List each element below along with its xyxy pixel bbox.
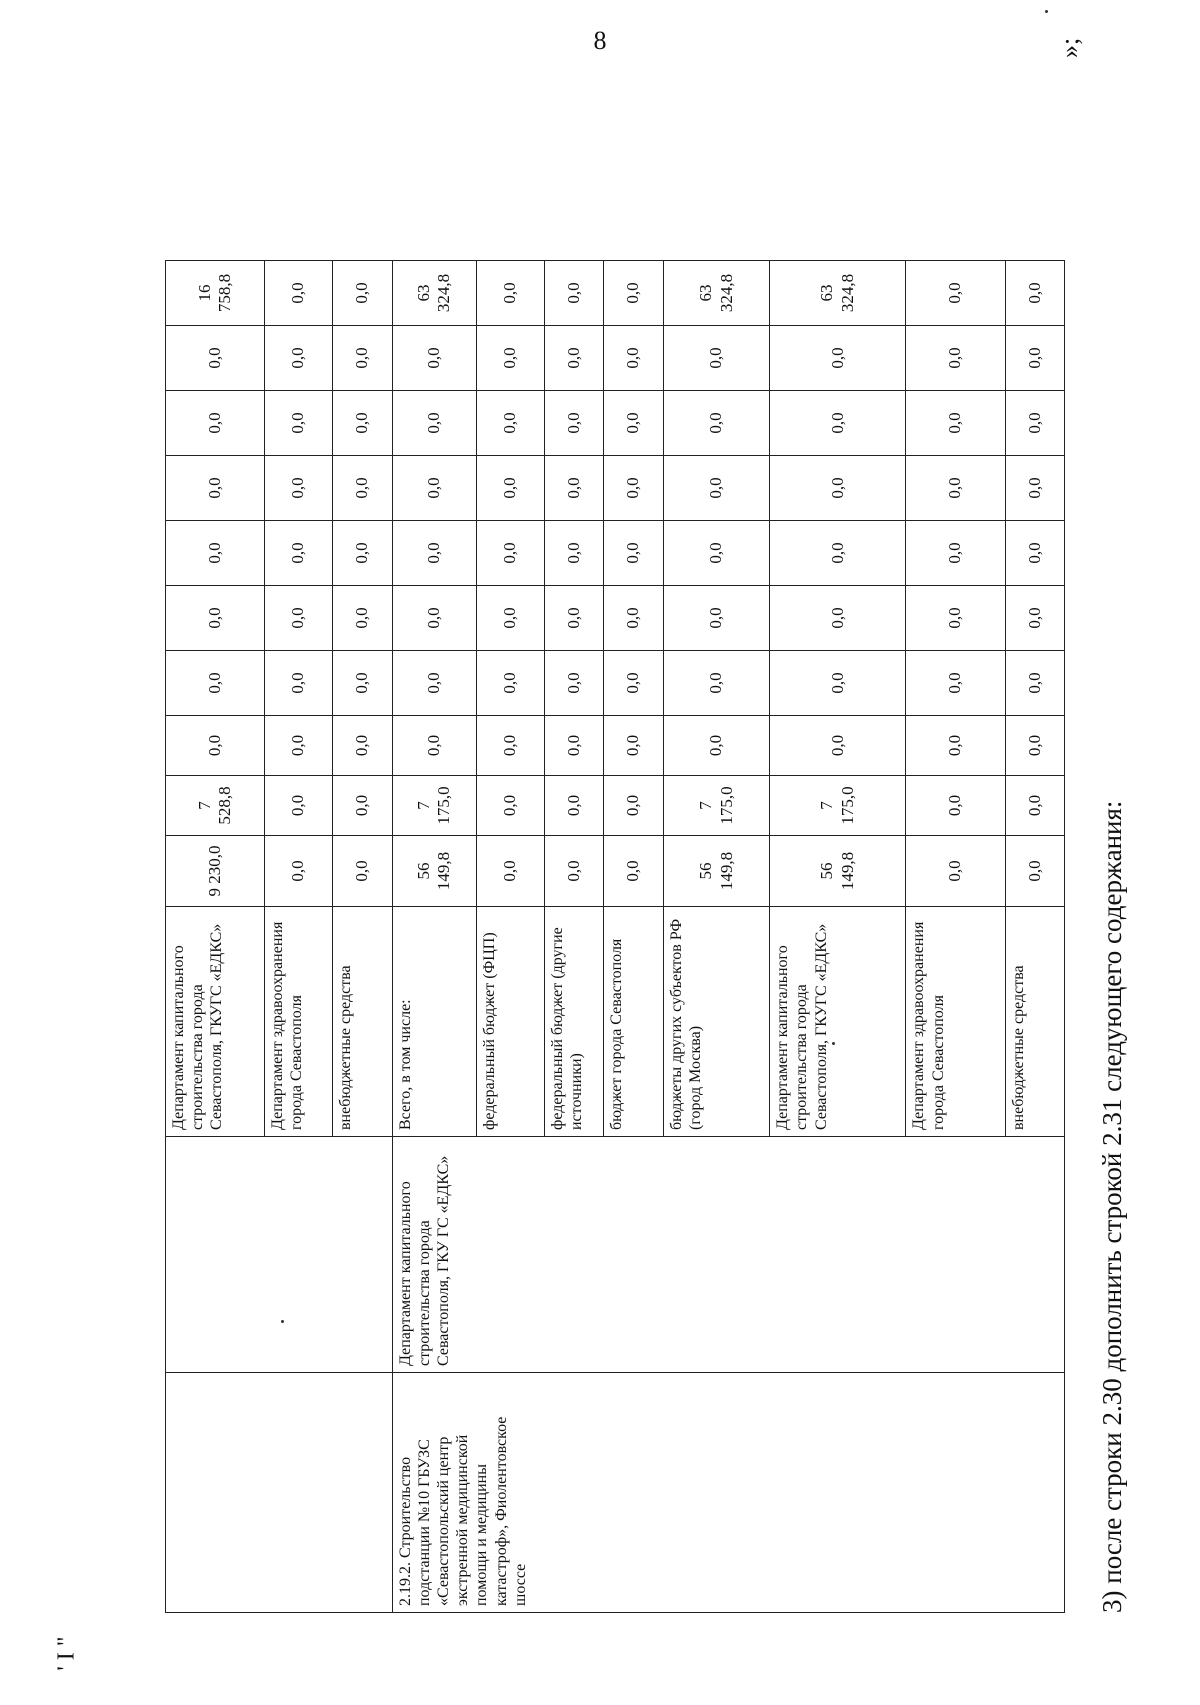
year-value-cell: 0,0 xyxy=(333,521,392,586)
year-value-cell: 0,0 xyxy=(604,776,663,836)
year-value-cell: 0,0 xyxy=(906,456,1005,521)
year-value-cell: 0,0 xyxy=(476,456,544,521)
year-value-cell: 0,0 xyxy=(544,836,603,907)
year-value-cell: 0,0 xyxy=(476,651,544,716)
year-value-cell: 0,0 xyxy=(265,326,333,391)
funding-source-cell: бюджеты других субъектов РФ (город Москва) xyxy=(663,907,769,1137)
year-value-cell: 0,0 xyxy=(604,716,663,776)
funding-source-cell: бюджет города Севастополя xyxy=(604,907,663,1137)
funding-source-cell: внебюджетные средства xyxy=(333,907,392,1137)
scan-speck xyxy=(832,1042,835,1045)
year-value-cell: 0,0 xyxy=(265,586,333,651)
year-value-cell: 0,0 xyxy=(1005,326,1064,391)
year-value-cell: 0,0 xyxy=(906,521,1005,586)
object-name-cell: 2.19.2. Строительство подстанции №10 ГБУЗС «Севастопольский центр экстренной медицинской помощи и медицины катастроф», Фиолентовское шоссе xyxy=(392,1373,1064,1613)
funding-source-cell: федеральный бюджет (ФЦП) xyxy=(476,907,544,1137)
scan-speck xyxy=(281,1320,284,1323)
year-value-cell: 0,0 xyxy=(1005,391,1064,456)
total-cell: 0,0 xyxy=(1005,261,1064,326)
year-value-cell: 0,0 xyxy=(604,326,663,391)
funding-source-cell: федеральный бюджет (другие источники) xyxy=(544,907,603,1137)
funding-source-cell: Всего, в том числе: xyxy=(392,907,476,1137)
year-value-cell: 0,0 xyxy=(265,391,333,456)
year-value-cell: 0,0 xyxy=(906,651,1005,716)
year-value-cell: 0,0 xyxy=(166,716,265,776)
year-value-cell: 0,0 xyxy=(166,456,265,521)
year-value-cell: 0,0 xyxy=(544,391,603,456)
total-cell: 0,0 xyxy=(476,261,544,326)
year-value-cell: 0,0 xyxy=(604,651,663,716)
executor-cell: Департамент капитального строительства города Севастополя, ГКУ ГС «ЕДКС» xyxy=(392,1137,1064,1373)
year-value-cell: 0,0 xyxy=(770,586,906,651)
year-value-cell: 0,0 xyxy=(392,651,476,716)
year-value-cell: 0,0 xyxy=(770,651,906,716)
year-value-cell: 0,0 xyxy=(663,586,769,651)
year-value-cell: 0,0 xyxy=(663,651,769,716)
year-value-cell: 7 528,8 xyxy=(166,776,265,836)
year-value-cell: 0,0 xyxy=(476,586,544,651)
year-value-cell: 0,0 xyxy=(476,716,544,776)
year-value-cell: 0,0 xyxy=(663,456,769,521)
executor-cell xyxy=(166,1137,393,1373)
scan-speck xyxy=(1045,10,1048,13)
year-value-cell: 0,0 xyxy=(392,456,476,521)
year-value-cell: 0,0 xyxy=(770,456,906,521)
year-value-cell: 0,0 xyxy=(906,326,1005,391)
year-value-cell: 0,0 xyxy=(906,776,1005,836)
table-body xyxy=(166,89,1065,1613)
year-value-cell: 9 230,0 xyxy=(166,836,265,907)
footer-instruction: 3) после строки 2.30 дополнить строкой 2.31 следующего содержания: xyxy=(1097,800,1127,1613)
year-value-cell: 7 175,0 xyxy=(663,776,769,836)
year-value-cell: 0,0 xyxy=(544,651,603,716)
year-value-cell: 0,0 xyxy=(663,326,769,391)
total-cell: 0,0 xyxy=(604,261,663,326)
year-value-cell: 0,0 xyxy=(906,836,1005,907)
year-value-cell: 0,0 xyxy=(333,836,392,907)
year-value-cell: 0,0 xyxy=(265,836,333,907)
year-value-cell: 0,0 xyxy=(1005,586,1064,651)
total-cell: 16 758,8 xyxy=(166,261,265,326)
year-value-cell: 0,0 xyxy=(392,326,476,391)
total-cell: 0,0 xyxy=(906,261,1005,326)
funding-table xyxy=(165,88,1065,1613)
year-value-cell: 56 149,8 xyxy=(770,836,906,907)
year-value-cell: 0,0 xyxy=(166,651,265,716)
year-value-cell: 0,0 xyxy=(333,456,392,521)
total-cell: 0,0 xyxy=(265,261,333,326)
page-number: 8 xyxy=(593,26,607,55)
year-value-cell: 0,0 xyxy=(265,521,333,586)
year-value-cell: 0,0 xyxy=(906,391,1005,456)
year-value-cell: 0,0 xyxy=(544,716,603,776)
year-value-cell: 0,0 xyxy=(333,326,392,391)
year-value-cell: 0,0 xyxy=(265,651,333,716)
year-value-cell: 0,0 xyxy=(906,586,1005,651)
year-value-cell: 0,0 xyxy=(663,391,769,456)
funding-source-cell: внебюджетные средства xyxy=(1005,907,1064,1137)
funding-source-cell: Департамент здравоохранения города Севастополя xyxy=(906,907,1005,1137)
year-value-cell: 0,0 xyxy=(663,716,769,776)
year-value-cell: 0,0 xyxy=(166,391,265,456)
total-cell: 63 324,8 xyxy=(770,261,906,326)
year-value-cell: 0,0 xyxy=(476,776,544,836)
year-value-cell: 0,0 xyxy=(265,716,333,776)
year-value-cell: 0,0 xyxy=(663,521,769,586)
year-value-cell: 0,0 xyxy=(544,776,603,836)
year-value-cell: 0,0 xyxy=(604,391,663,456)
margin-mark: ' I " xyxy=(53,1636,80,1671)
year-value-cell: 0,0 xyxy=(333,776,392,836)
total-cell: 0,0 xyxy=(544,261,603,326)
year-value-cell: 0,0 xyxy=(392,586,476,651)
year-value-cell: 0,0 xyxy=(1005,836,1064,907)
year-value-cell: 0,0 xyxy=(265,776,333,836)
funding-source-cell: Департамент здравоохранения города Севастополя xyxy=(265,907,333,1137)
table-row xyxy=(166,89,265,1613)
funding-source-cell: Департамент капитального строительства города Севастополя, ГКУГС «ЕДКС» xyxy=(166,907,265,1137)
year-value-cell: 0,0 xyxy=(476,521,544,586)
year-value-cell: 0,0 xyxy=(333,716,392,776)
year-value-cell: 0,0 xyxy=(392,391,476,456)
year-value-cell: 0,0 xyxy=(476,391,544,456)
table-row xyxy=(392,89,476,1613)
year-value-cell: 0,0 xyxy=(476,836,544,907)
year-value-cell: 0,0 xyxy=(906,716,1005,776)
year-value-cell: 0,0 xyxy=(604,521,663,586)
year-value-cell: 0,0 xyxy=(544,456,603,521)
year-value-cell: 0,0 xyxy=(333,651,392,716)
year-value-cell: 0,0 xyxy=(544,521,603,586)
year-value-cell: 0,0 xyxy=(476,326,544,391)
year-value-cell: 0,0 xyxy=(544,586,603,651)
year-value-cell: 0,0 xyxy=(770,391,906,456)
year-value-cell: 0,0 xyxy=(1005,521,1064,586)
year-value-cell: 0,0 xyxy=(166,521,265,586)
object-name-cell xyxy=(166,1373,393,1613)
year-value-cell: 0,0 xyxy=(1005,651,1064,716)
year-value-cell: 0,0 xyxy=(166,326,265,391)
year-value-cell: 0,0 xyxy=(770,716,906,776)
year-value-cell: 56 149,8 xyxy=(392,836,476,907)
closing-quote: »; xyxy=(1055,37,1084,58)
year-value-cell: 0,0 xyxy=(333,391,392,456)
year-value-cell: 0,0 xyxy=(333,586,392,651)
year-value-cell: 0,0 xyxy=(1005,716,1064,776)
year-value-cell: 0,0 xyxy=(265,456,333,521)
year-value-cell: 56 149,8 xyxy=(663,836,769,907)
year-value-cell: 0,0 xyxy=(604,586,663,651)
year-value-cell: 0,0 xyxy=(1005,776,1064,836)
year-value-cell: 0,0 xyxy=(1005,456,1064,521)
year-value-cell: 0,0 xyxy=(770,521,906,586)
year-value-cell: 0,0 xyxy=(392,716,476,776)
year-value-cell: 0,0 xyxy=(604,836,663,907)
year-value-cell: 0,0 xyxy=(392,521,476,586)
year-value-cell: 0,0 xyxy=(604,456,663,521)
year-value-cell: 0,0 xyxy=(544,326,603,391)
year-value-cell: 0,0 xyxy=(166,586,265,651)
year-value-cell: 7 175,0 xyxy=(770,776,906,836)
rotated-content xyxy=(165,37,1127,1613)
total-cell: 0,0 xyxy=(333,261,392,326)
total-cell: 63 324,8 xyxy=(392,261,476,326)
year-value-cell: 7 175,0 xyxy=(392,776,476,836)
funding-source-cell: Департамент капитального строительства города Севастополя, ГКУГС «ЕДКС» xyxy=(770,907,906,1137)
total-cell: 63 324,8 xyxy=(663,261,769,326)
year-value-cell: 0,0 xyxy=(770,326,906,391)
